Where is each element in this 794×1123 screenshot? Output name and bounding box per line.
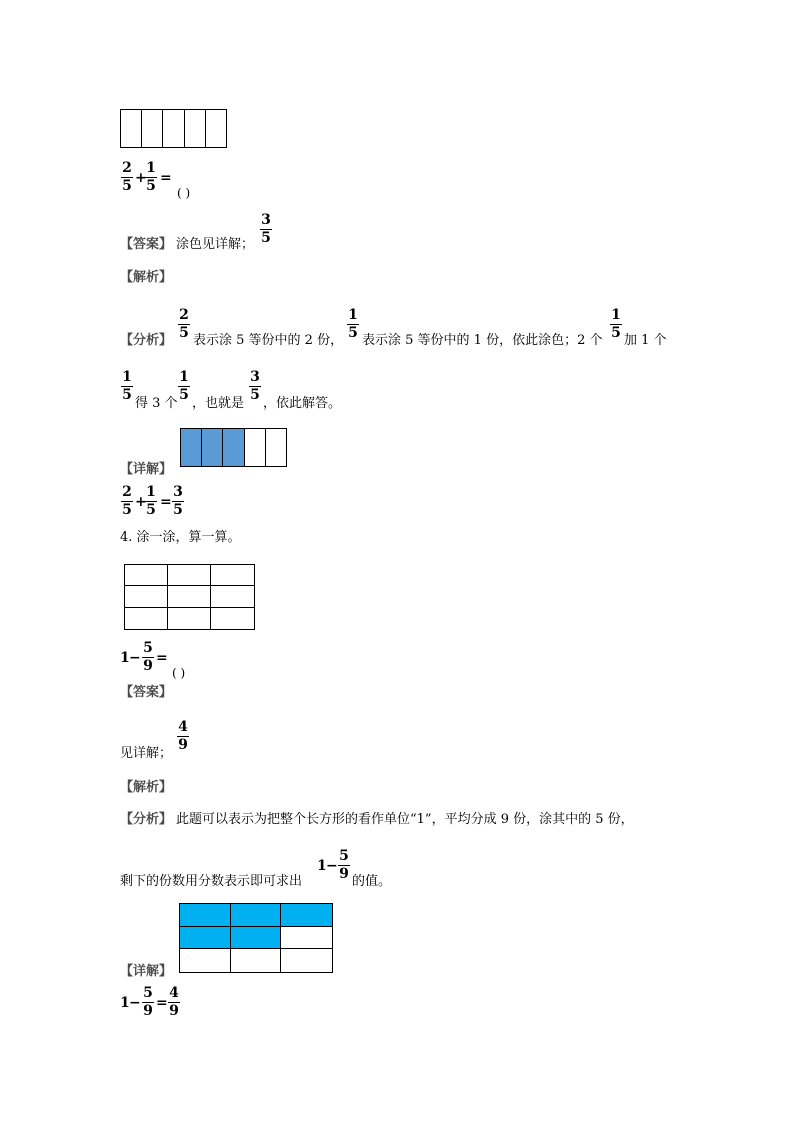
fenxi-tag: 【分析】 [120,812,173,827]
grid-cell [125,586,168,607]
numerator: 4 [178,719,188,735]
whole-number: 1 [120,650,130,666]
blank-grid-ninths [124,564,255,630]
numerator: 2 [122,160,132,176]
analysis-text: 表示涂 5 等份中的 2 份， [193,333,344,348]
fraction [337,849,351,882]
grid-cell [281,927,332,950]
fraction [120,485,134,518]
denominator: 5 [348,325,358,341]
numerator: 3 [261,212,271,228]
detail-tag: 【详解】 [120,462,173,477]
grid-cell [211,565,254,586]
grid-cell [125,565,168,586]
numerator: 3 [250,369,260,385]
grid-cell [168,586,211,607]
fraction [346,308,360,341]
denominator: 5 [146,502,156,518]
grid-cell [125,608,168,629]
analysis-text: 得 3 个 [135,396,178,411]
fraction [144,161,158,194]
answer-fraction [176,720,190,753]
analysis-text: 表示涂 5 等份中的 1 份，依此涂色；2 个 [362,333,603,348]
grid-cell [245,429,266,466]
grid-cell [180,904,231,927]
denominator: 9 [339,866,349,882]
grid-cell [231,927,282,950]
minus-sign: − [129,995,141,1011]
answer-text: 见详解； [120,746,173,761]
denominator: 9 [169,1003,179,1019]
grid-cell [231,949,282,972]
equals-sign: = [160,494,172,510]
result-fraction [167,986,181,1019]
analysis-tag: 【解析】 [120,270,173,285]
analysis-text: 的值。 [352,874,392,889]
shaded-grid-ninths [179,903,333,973]
numerator: 3 [173,484,183,500]
fraction [120,370,134,403]
whole-number: 1 [317,858,327,874]
numerator: 1 [146,160,156,176]
fraction [144,485,158,518]
answer-text: 涂色见详解； [176,237,255,252]
minus-sign: − [326,858,338,874]
result-fraction [171,485,185,518]
denominator: 5 [173,502,183,518]
fraction [141,986,155,1019]
grid-cell [181,429,202,466]
grid-cell [168,608,211,629]
numerator: 1 [122,369,132,385]
blank-grid-fifths [120,109,227,148]
answer-tag: 【答案】 [120,685,173,700]
equals-sign: = [156,995,168,1011]
fraction [609,308,623,341]
numerator: 5 [339,848,349,864]
grid-cell [281,904,332,927]
grid-cell [266,429,286,466]
denominator: 5 [179,387,189,403]
grid-cell [206,110,226,147]
equals-sign: = [156,650,168,666]
plus-sign: + [135,494,147,510]
numerator: 1 [179,369,189,385]
detail-tag: 【详解】 [120,964,173,979]
answer-blank: ( ) [172,666,186,680]
analysis-text: 剩下的份数用分数表示即可求出 [120,874,303,889]
fraction [177,308,191,341]
grid-cell [163,110,184,147]
analysis-tag: 【解析】 [120,780,173,795]
grid-cell [211,586,254,607]
grid-cell [281,949,332,972]
shaded-grid-fifths [180,428,287,467]
equals-sign: = [160,170,172,186]
grid-cell [180,949,231,972]
answer-fraction [259,213,273,246]
denominator: 9 [143,658,153,674]
grid-cell [202,429,223,466]
whole-number: 1 [120,995,130,1011]
denominator: 5 [250,387,260,403]
question-title: 4. 涂一涂，算一算。 [120,530,241,545]
grid-cell [121,110,142,147]
analysis-text: ，依此解答。 [263,396,342,411]
answer-blank: ( ) [177,186,191,200]
denominator: 9 [178,737,188,753]
numerator: 1 [611,307,621,323]
fraction [248,370,262,403]
fenxi-tag: 【分析】 [120,333,173,348]
numerator: 5 [143,640,153,656]
grid-cell [211,608,254,629]
minus-sign: − [129,650,141,666]
grid-cell [168,565,211,586]
plus-sign: + [135,170,147,186]
denominator: 5 [611,325,621,341]
analysis-text: 加 1 个 [624,333,667,348]
analysis-text: 此题可以表示为把整个长方形的看作单位“1”，平均分成 9 份，涂其中的 5 份， [176,812,634,827]
grid-cell [180,927,231,950]
answer-tag: 【答案】 [120,237,173,252]
denominator: 5 [122,178,132,194]
fraction [141,641,155,674]
grid-cell [142,110,163,147]
numerator: 1 [146,484,156,500]
denominator: 5 [261,230,271,246]
denominator: 5 [122,387,132,403]
fraction [120,161,134,194]
numerator: 2 [122,484,132,500]
denominator: 5 [146,178,156,194]
numerator: 1 [348,307,358,323]
denominator: 5 [122,502,132,518]
numerator: 5 [143,985,153,1001]
grid-cell [223,429,244,466]
grid-cell [231,904,282,927]
numerator: 4 [169,985,179,1001]
denominator: 5 [179,325,189,341]
fraction [177,370,191,403]
grid-cell [185,110,206,147]
numerator: 2 [179,307,189,323]
analysis-text: ，也就是 [192,396,245,411]
denominator: 9 [143,1003,153,1019]
